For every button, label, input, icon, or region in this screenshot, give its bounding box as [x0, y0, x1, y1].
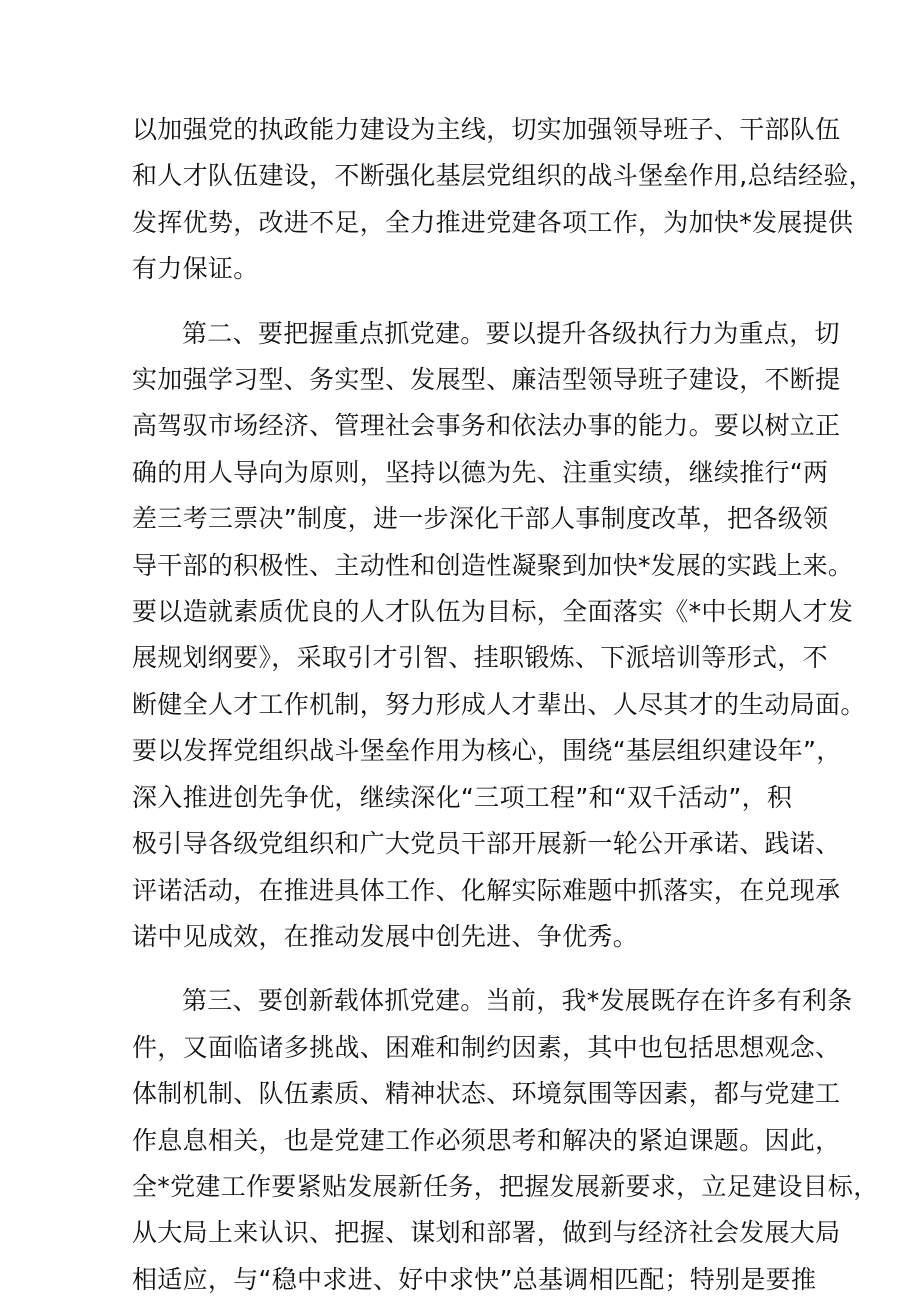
paragraph-2-line-7: 要以造就素质优良的人才队伍为目标，全面落实《*中长期人才发	[132, 597, 854, 627]
paragraph-2-line-13: 评诺活动，在推进具体工作、化解实际难题中抓落实，在兑现承	[132, 875, 841, 905]
paragraph-2-line-6: 导干部的积极性、主动性和创造性凝聚到加快*发展的实践上来。	[132, 550, 854, 580]
paragraph-2-line-11: 深入推进创先争优，继续深化“三项工程”和“双千活动”，积	[132, 782, 793, 812]
paragraph-2-line-1: 第二、要把握重点抓党建。要以提升各级执行力为重点，切	[182, 318, 840, 348]
paragraph-3-line-5: 全*党建工作要紧贴发展新任务，把握发展新要求，立足建设目标，	[132, 1171, 879, 1201]
paragraph-2-line-12: 极引导各级党组织和广大党员干部开展新一轮公开承诺、践诺、	[132, 829, 841, 859]
paragraph-2-line-9: 断健全人才工作机制，努力形成人才辈出、人尽其才的生动局面。	[132, 689, 866, 719]
paragraph-3-line-3: 体制机制、队伍素质、精神状态、环境氛围等因素，都与党建工	[132, 1079, 841, 1109]
paragraph-2-line-2: 实加强学习型、务实型、发展型、廉洁型领导班子建设，不断提	[132, 365, 841, 395]
paragraph-1-line-4: 有力保证。	[132, 254, 259, 284]
paragraph-2-line-14: 诺中见成效，在推动发展中创先进、争优秀。	[132, 921, 639, 951]
paragraph-gap	[132, 293, 810, 311]
paragraph-3-line-4: 作息息相关，也是党建工作必须思考和解决的紧迫课题。因此，	[132, 1125, 841, 1155]
paragraph-3	[132, 978, 879, 1303]
paragraph-2-line-8: 展规划纲要》，采取引才引智、挂职锻炼、下派培训等形式，不	[132, 643, 828, 673]
paragraph-1-line-1: 以加强党的执政能力建设为主线，切实加强领导班子、干部队伍	[132, 115, 841, 144]
paragraph-2-line-10: 要以发挥党组织战斗堡垒作用为核心，围绕“基层组织建设年”，	[132, 736, 842, 766]
paragraph-2	[132, 311, 866, 961]
paragraph-3-line-2: 件，又面临诸多挑战、困难和制约因素，其中也包括思想观念、	[132, 1032, 841, 1062]
paragraph-1-line-2: 和人才队伍建设，不断强化基层党组织的战斗堡垒作用,总结经验，	[132, 161, 874, 191]
paragraph-1	[132, 107, 874, 293]
paragraph-2-line-3: 高驾驭市场经济、管理社会事务和依法办事的能力。要以树立正	[132, 411, 841, 441]
paragraph-3-line-7: 相适应，与“稳中求进、好中求快”总基调相匹配；特别是要推	[132, 1264, 817, 1294]
paragraph-1-line-3: 发挥优势，改进不足，全力推进党建各项工作，为加快*发展提供	[132, 207, 854, 237]
paragraph-gap	[132, 960, 810, 978]
paragraph-3-line-1: 第三、要创新载体抓党建。当前，我*发展既存在许多有利条	[182, 986, 853, 1016]
paragraph-2-line-4: 确的用人导向为原则，坚持以德为先、注重实绩，继续推行“两	[132, 457, 829, 487]
paragraph-2-line-5: 差三考三票决”制度，进一步深化干部人事制度改革，把各级领	[132, 504, 829, 534]
paragraph-3-line-6: 从大局上来认识、把握、谋划和部署，做到与经济社会发展大局	[132, 1218, 841, 1248]
